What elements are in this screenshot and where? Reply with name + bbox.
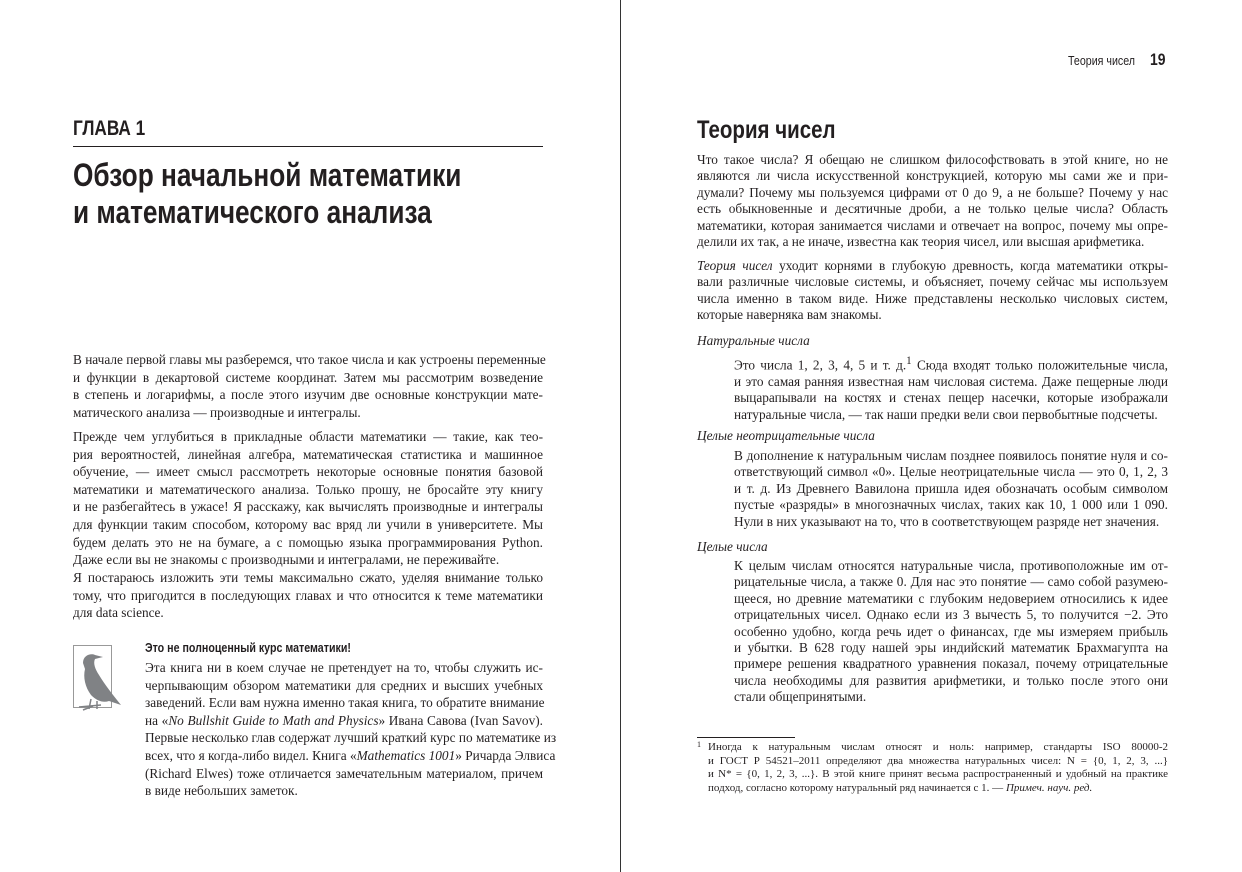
text-line: всех, что я когда-либо видел. Книга «Mathematics 1001» Ричарда Элвиса xyxy=(145,747,556,763)
text-line: математики, которая занимается числами и отвечает на вопрос, почему мы опре- xyxy=(697,217,1168,233)
text-line: натуральные числа, — так наши предки вели свои первобытные подсчеты. xyxy=(734,406,1158,422)
text-line: Эта книга ни в коем случае не претендует на то, чтобы служить ис- xyxy=(145,660,543,675)
subsection-body xyxy=(734,448,1168,530)
chapter-title-line: Обзор начальной математики xyxy=(73,157,462,193)
text-line: вали различные числовые системы, и объясняет, почему сейчас мы используем xyxy=(697,274,1168,290)
body-paragraph xyxy=(697,258,1168,324)
text-line: есть обыкновенные и десятичные дроби, а не только целые числа? Область xyxy=(697,201,1168,217)
text-line: в виде небольших заметок. xyxy=(145,783,298,799)
chapter-label: ГЛАВА 1 xyxy=(73,117,146,140)
text-line: Даже если вы не знакомы с производными и интегралами, не переживайте. xyxy=(73,552,500,568)
text-line: для data science. xyxy=(73,605,164,621)
text-line: и N* = {0, 1, 2, 3, ...}. В этой книге принят весьма распространенный и удобный на практике xyxy=(708,768,1168,781)
text-line: являются ли числа искусственной конструкцией, которую мы сами же и при- xyxy=(697,168,1168,184)
text-line: и функции в декартовой системе координат. Затем мы рассмотрим возведение xyxy=(73,369,543,385)
text-line: в степень и логарифмы, а после этого изучим две основные конструкции мате- xyxy=(73,387,543,403)
note-title: Это не полноценный курс математики! xyxy=(145,640,351,655)
text-line: математики и математического анализа. Только прошу, не бросайте эту книгу xyxy=(73,481,543,497)
text-line: делили их так, а не иначе, известна как теория чисел, или высшая арифметика. xyxy=(697,234,1145,250)
text-line: Прежде чем углубиться в прикладные области математики — такие, как тео- xyxy=(73,429,543,444)
text-line: рицательные числа, а также 0. Для нас это понятие — само собой разумею- xyxy=(734,574,1168,590)
chapter-rule xyxy=(73,146,543,147)
text-line: (Richard Elwes) тоже отличается замечательным материалом, причем xyxy=(145,765,543,781)
text-line: и убытки. В 628 году нашей эры индийский математик Брахмагупта на xyxy=(734,640,1168,656)
footnote xyxy=(708,741,1168,795)
text-line: Это числа 1, 2, 3, 4, 5 и т. д.$^1$ Сюда входят только положительные числа, xyxy=(734,355,1169,373)
text-line: Первые несколько глав содержат лучший краткий курс по математике из xyxy=(145,730,557,746)
text-line: обучение, — имеет смысл рассмотреть некоторые основные понятия базовой xyxy=(73,464,543,480)
subsection-title: Целые числа xyxy=(697,539,768,554)
text-line: отрицательных чисел. Однако если из 3 вычесть 5, то получится −2. Это xyxy=(734,607,1168,623)
crow-icon xyxy=(73,643,121,711)
text-line: Теория чисел уходит корнями в глубокую древность, когда математики откры- xyxy=(697,258,1168,273)
text-line: будем делать это не на бумаге, а с помощью языка программирования Python. xyxy=(73,534,543,550)
text-line: которые наверняка вам знакомы. xyxy=(697,307,882,323)
text-line: примере решения квадратного уравнения показал, почему отрицательные xyxy=(734,656,1168,672)
section-heading: Теория чисел xyxy=(697,116,836,144)
intro-paragraph xyxy=(73,351,546,421)
text-line: рия вероятностей, линейная алгебра, математическая статистика и машинное xyxy=(73,446,543,462)
text-line: особенно удобно, когда речь идет о финансах, где мы измеряем прибыль xyxy=(734,623,1168,639)
text-line: подход, согласно которому натуральный ряд начинается с 1. — Примеч. науч. ред. xyxy=(708,781,1093,794)
text-line: на «No Bullshit Guide to Math and Physics» Ивана Савова (Ivan Savov). xyxy=(145,712,543,728)
text-line: пустые «разряды» в многозначных числах, таких как 10, 1 000 или 1 090. xyxy=(734,497,1168,513)
note-body xyxy=(145,659,557,800)
text-line: числа необходимы для развития арифметики, и только после этого они xyxy=(734,672,1168,688)
text-line: ответствующий символ «0». Целые неотрицательные числа — это 0, 1, 2, 3 xyxy=(734,464,1168,480)
subsection-body xyxy=(734,353,1168,423)
text-line: выцарапывали на костях и стенах пещер насечки, которые изображали xyxy=(734,390,1168,406)
text-line: В дополнение к натуральным числам позднее появилось понятие нуля и со- xyxy=(734,448,1168,463)
text-line: Я постараюсь изложить эти темы максимально сжато, уделяя внимание только xyxy=(73,570,543,585)
intro-paragraph xyxy=(73,428,543,569)
text-line: и ГОСТ Р 54521–2011 определяют два множества натуральных чисел: N = {0, 1, 2, 3, ...} xyxy=(708,754,1168,767)
text-line: думали? Почему мы пользуемся цифрами от 0 до 9, а не больше? Почему у нас xyxy=(697,184,1168,200)
text-line: Что такое числа? Я обещаю не слишком философствовать в этой книге, но не xyxy=(697,152,1168,167)
running-head: Теория чисел xyxy=(1068,53,1136,68)
text-line: для функции таким способом, которому вас вряд ли учили в университете. Мы xyxy=(73,516,543,532)
page-gutter xyxy=(620,0,621,872)
text-line: и это самая ранняя известная нам числовая система. Даже пещерные люди xyxy=(734,373,1168,389)
footnote-marker: 1 xyxy=(697,740,701,749)
text-line: матического анализа — производные и интегралы. xyxy=(73,404,361,420)
intro-paragraph xyxy=(73,569,543,622)
text-line: заведений. Если вам нужна именно такая книга, то обратите внимание xyxy=(145,695,545,711)
chapter-title-line: и математического анализа xyxy=(73,194,432,230)
text-line: тому, что пригодится в последующих главах и что относится к теме математики xyxy=(73,587,543,603)
text-line: Нули в них указывают на то, что в соответствующем разряде нет значения. xyxy=(734,513,1160,529)
text-line: и не разбегайтесь в ужасе! Я расскажу, как вычислять производные и интегралы xyxy=(73,499,543,515)
subsection-title: Целые неотрицательные числа xyxy=(697,428,875,443)
chapter-title xyxy=(73,157,461,231)
text-line: и т. д. Из Древнего Вавилона пришла идея обозначать особым символом xyxy=(734,480,1168,496)
text-line: щееся, но древние математики с глубоким недоверием относились к идее xyxy=(734,590,1168,606)
footnote-rule xyxy=(697,737,795,738)
text-line: К целым числам относятся натуральные числа, противоположные им от- xyxy=(734,558,1168,573)
text-line: черпывающим обзором математики для средних и высших учебных xyxy=(145,677,543,693)
subsection-body xyxy=(734,558,1168,706)
page-number: 19 xyxy=(1150,50,1166,69)
text-line: Иногда к натуральным числам относят и ноль: например, стандарты ISO 80000-2 xyxy=(708,741,1168,753)
text-line: числа именно в таком виде. Ниже представлены несколько числовых систем, xyxy=(697,290,1168,306)
subsection-title: Натуральные числа xyxy=(697,333,810,348)
text-line: стали общепринятыми. xyxy=(734,689,867,705)
text-line: В начале первой главы мы разберемся, что такое числа и как устроены переменные xyxy=(73,352,546,367)
body-paragraph xyxy=(697,152,1168,250)
